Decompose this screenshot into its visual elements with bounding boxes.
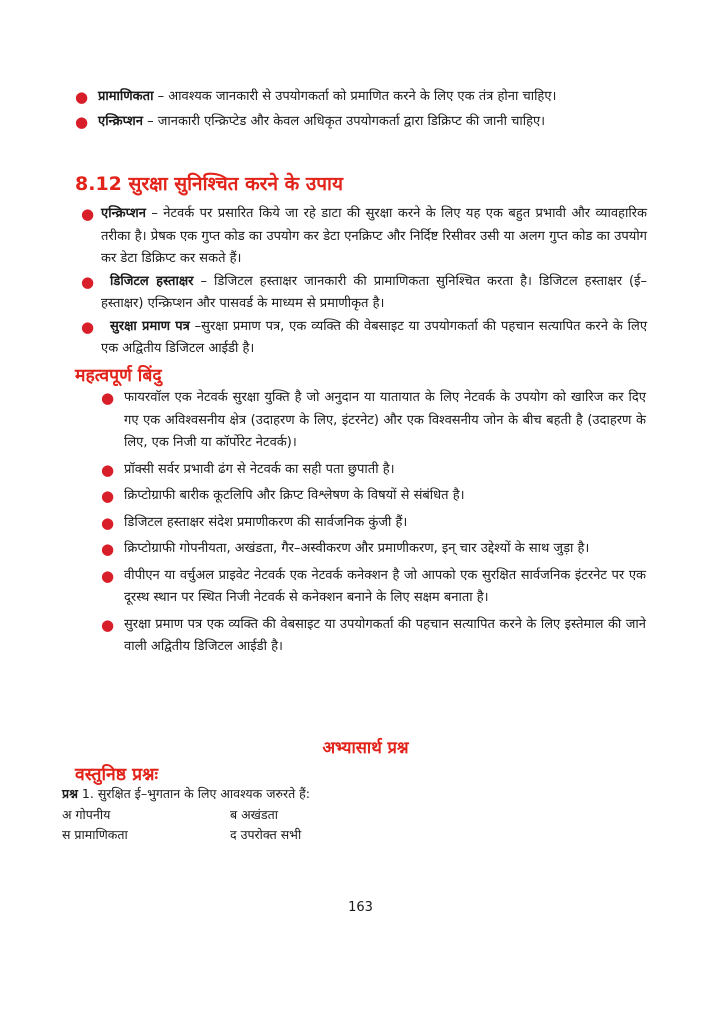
- option-c: स प्रामाणिकता: [62, 827, 128, 842]
- page-number: 163: [348, 900, 373, 915]
- list-item-text: – जानकारी एन्क्रिप्टेड और केवल अधिकृत उपयोगकर्ता द्वारा डिक्रिप्ट की जानी चाहिए।: [142, 113, 546, 129]
- key-points-heading: महत्वपूर्ण बिंदु: [75, 366, 162, 386]
- list-item-term: डिजिटल हस्ताक्षर: [110, 273, 194, 289]
- list-item: [101, 565, 646, 610]
- list-item: [101, 538, 646, 561]
- top-bullet-list: [75, 86, 647, 133]
- objective-heading: वस्तुनिष्ठ प्रश्नः: [75, 765, 159, 785]
- list-item: [101, 485, 646, 508]
- list-item-term: सुरक्षा प्रमाण पत्र: [110, 318, 190, 334]
- list-item: [81, 316, 648, 361]
- question-label: प्रश्न: [62, 786, 78, 801]
- section-heading: 8.12 सुरक्षा सुनिश्चित करने के उपाय: [75, 173, 343, 195]
- bullet-icon: ●: [101, 389, 115, 407]
- bullet-icon: ●: [101, 513, 115, 532]
- exercise-heading: अभ्यासार्थ प्रश्न: [322, 738, 409, 757]
- bullet-icon: ●: [75, 88, 89, 106]
- bullet-icon: ●: [81, 317, 95, 336]
- bullet-icon: ●: [75, 112, 89, 131]
- list-item-text: डिजिटल हस्ताक्षर संदेश प्रमाणीकरण की सार्वजनिक कुंजी हैं।: [124, 514, 408, 530]
- list-item-text: – नेटवर्क पर प्रसारित किये जा रहे डाटा की सुरक्षा करने के लिए यह एक बहुत प्रभावी और व्यावहारिक तरीका है। प्रेषक एक गुप्त कोड का उपयोग कर डेटा एनक्रिप्ट और निर्दिष्ट रिसीवर उसी या अलग गुप्त कोड का उपयोग कर डेटा डिक्रिप्ट कर सकते हैं।: [101, 206, 647, 266]
- list-item: [101, 614, 646, 659]
- list-item-text: प्रॉक्सी सर्वर प्रभावी ढंग से नेटवर्क का सही पता छुपाती है।: [124, 461, 395, 477]
- list-item-term: एन्क्रिप्शन: [101, 206, 146, 221]
- bullet-icon: ●: [101, 487, 115, 505]
- list-item: [81, 271, 648, 316]
- list-item: [75, 111, 647, 134]
- list-item: [101, 387, 646, 455]
- list-item-text: क्रिप्टोग्राफी बारीक कूटलिपि और क्रिप्ट विश्लेषण के विषयों से संबंधित है।: [124, 488, 465, 503]
- question: [62, 784, 310, 804]
- list-item: [81, 203, 647, 271]
- option-d: द उपरोक्त सभी: [230, 827, 302, 842]
- bullet-icon: ●: [81, 205, 95, 223]
- list-item-text: – डिजिटल हस्ताक्षर जानकारी की प्रामाणिकता सुनिश्चित करता है। डिजिटल हस्ताक्षर (ई–हस्ताक्षर) एन्क्रिप्शन और पासवर्ड के माध्यम से प्रमाणीकृत है।: [101, 273, 648, 311]
- list-item-text: क्रिप्टोग्राफी गोपनीयता, अखंडता, गैर–अस्वीकरण और प्रमाणीकरण, इन् चार उद्देश्यों के साथ जुड़ा है।: [124, 541, 590, 556]
- option-b: ब अखंडता: [230, 807, 278, 822]
- list-item: [75, 86, 647, 109]
- list-item-text: वीपीएन या वर्चुअल प्राइवेट नेटवर्क एक नेटवर्क कनेक्शन है जो आपको एक सुरक्षित सार्वजनिक इंटरनेट पर एक दूरस्थ स्थान पर स्थित निजी नेटवर्क से कनेक्शन बनाने के लिए सक्षम बनाता है।: [124, 567, 646, 605]
- option-a: अ गोपनीय: [62, 807, 111, 822]
- measures-list: [81, 203, 648, 361]
- list-item: [101, 459, 646, 482]
- bullet-icon: ●: [101, 615, 115, 634]
- list-item-text: – आवश्यक जानकारी से उपयोगकर्ता को प्रमाणित करने के लिए एक तंत्र होना चाहिए।: [153, 89, 557, 104]
- list-item-term: प्रामाणिकता: [98, 89, 154, 104]
- question-text: 1. सुरक्षित ई–भुगतान के लिए आवश्यक जरुरते हैं:: [77, 786, 311, 801]
- list-item-text: –सुरक्षा प्रमाण पत्र, एक व्यक्ति की वेबसाइट या उपयोगकर्ता की पहचान सत्यापित करने के लिए एक अद्वितीय डिजिटल आईडी है।: [101, 318, 648, 356]
- bullet-icon: ●: [81, 272, 95, 291]
- list-item-text: फायरवॉल एक नेटवर्क सुरक्षा युक्ति है जो अनुदान या यातायात के लिए नेटवर्क के उपयोग को खारिज कर दिए गए एक अविश्वसनीय क्षेत्र (उदाहरण के लिए, इंटरनेट) और एक विश्वसनीय जोन के बीच बहती है (उदाहरण के लिए, एक निजी या कॉर्पोरेट नेटवर्क)।: [124, 390, 646, 450]
- bullet-icon: ●: [101, 460, 115, 479]
- list-item-text: सुरक्षा प्रमाण पत्र एक व्यक्ति की वेबसाइट या उपयोगकर्ता की पहचान सत्यापित करने के लिए इस्तेमाल की जाने वाली अद्वितीय डिजिटल आईडी है।: [124, 616, 646, 654]
- bullet-icon: ●: [101, 566, 115, 585]
- bullet-icon: ●: [101, 540, 115, 558]
- key-points-list: [101, 387, 646, 659]
- list-item: [101, 512, 646, 535]
- list-item-term: एन्क्रिप्शन: [98, 113, 143, 129]
